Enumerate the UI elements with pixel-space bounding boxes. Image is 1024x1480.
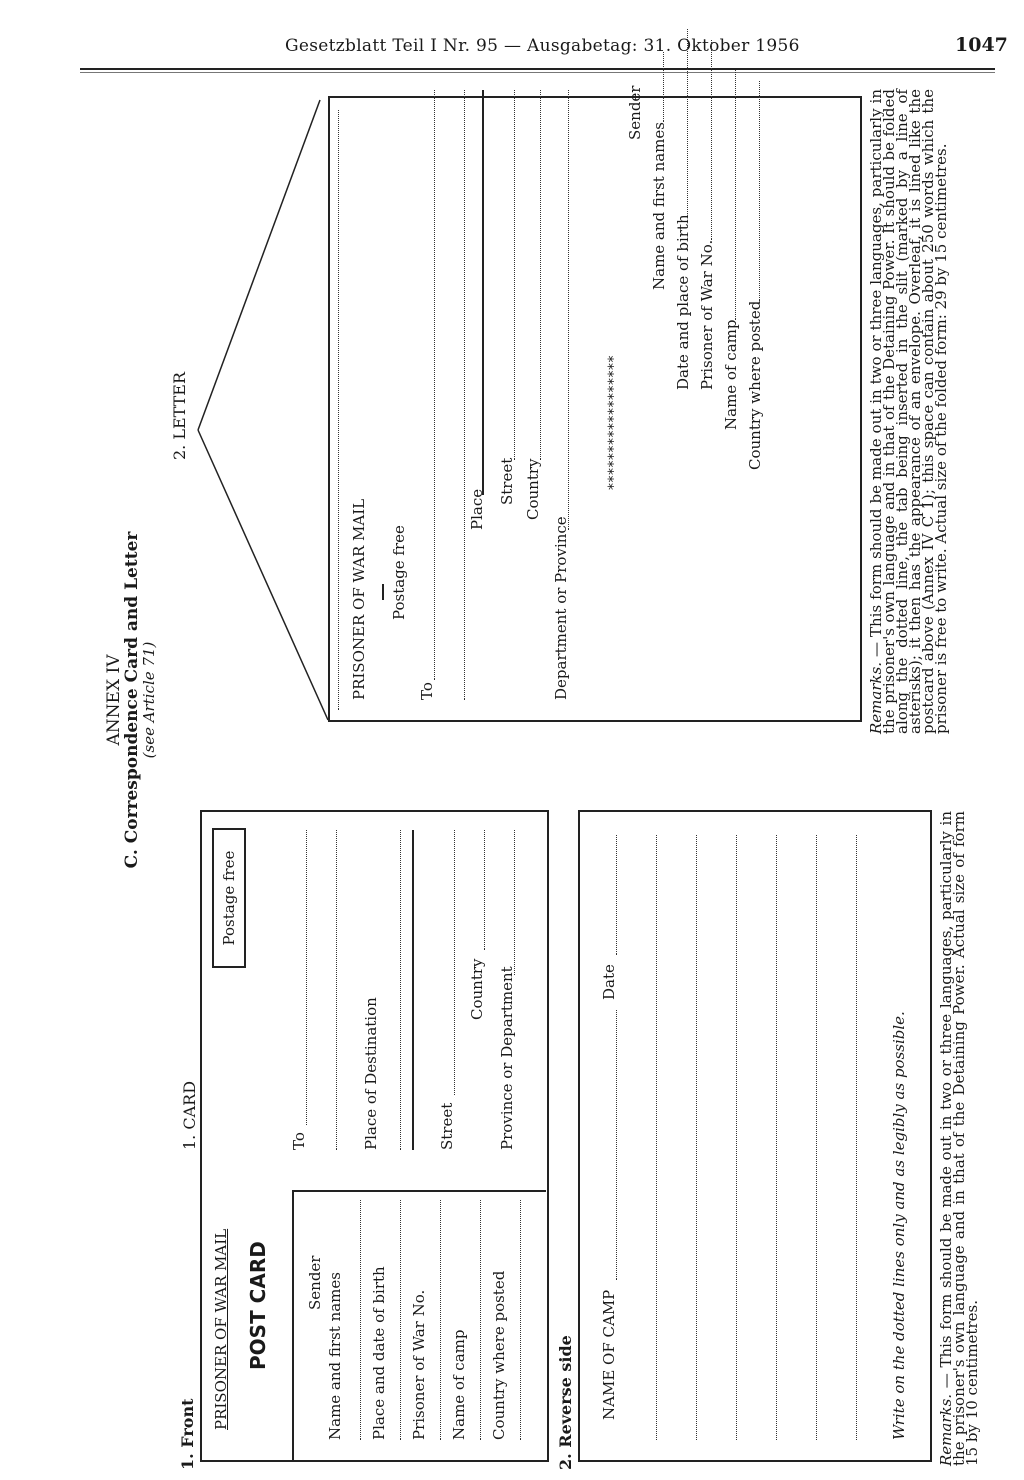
letter-asterisks: ****************** xyxy=(606,355,622,490)
postcard-reverse xyxy=(578,810,932,1462)
card-sender-heading: Sender xyxy=(306,1255,324,1310)
flap-edge-right xyxy=(198,100,320,430)
letter-mail-label: PRISONER OF WAR MAIL xyxy=(350,498,368,700)
annex-number: ANNEX IV xyxy=(104,654,124,746)
card-country: Country xyxy=(468,958,486,1020)
card-to-label: To xyxy=(290,1132,308,1150)
post-card-title: POST CARD xyxy=(246,1241,270,1370)
letter-heading: 2. LETTER xyxy=(170,371,189,460)
reverse-date: Date xyxy=(600,964,618,1000)
reverse-instruction: Write on the dotted lines only and as legibly as possible. xyxy=(890,1011,908,1440)
reverse-label: 2. Reverse side xyxy=(556,1335,575,1470)
letter-to-label: To xyxy=(418,682,436,700)
page-header xyxy=(0,30,1024,60)
reverse-line xyxy=(696,835,697,1440)
card-sender-field-camp: Name of camp xyxy=(450,1329,468,1440)
card-heading: 1. CARD xyxy=(180,1080,199,1150)
annex-reference: (see Article 71) xyxy=(140,641,158,759)
card-sender-field-country: Country where posted xyxy=(490,1270,508,1440)
letter-sender-pow: Prisoner of War No. xyxy=(698,40,716,390)
card-sender-field-name: Name and first names xyxy=(326,1272,344,1440)
card-sender-field-birth: Place and date of birth xyxy=(370,1266,388,1440)
letter-form xyxy=(328,96,862,722)
sender-block-top xyxy=(292,1192,294,1462)
card-place-of-destination: Place of Destination xyxy=(362,997,380,1150)
page-number: 1047 xyxy=(955,34,1008,56)
front-label: 1. Front xyxy=(178,1398,197,1470)
reverse-name-of-camp: NAME OF CAMP xyxy=(600,1289,618,1420)
letter-sender-camp: Name of camp xyxy=(722,70,740,430)
letter-street: Street xyxy=(498,457,516,505)
letter-country: Country xyxy=(524,458,542,520)
card-remarks: Remarks. — This form should be made out in two or three languages, particularly in the prisoner's own language and in that of the Detaining Power. Actual size of form 15 by 10 centimetres. xyxy=(937,811,981,1466)
reverse-line xyxy=(776,835,777,1440)
rotated-annex-page xyxy=(100,85,1000,1480)
front-mail-label: PRISONER OF WAR MAIL xyxy=(212,1228,230,1430)
letter-sender-birth: Date and place of birth xyxy=(674,29,692,390)
letter-sender-country: Country where posted xyxy=(746,81,764,470)
card-province: Province or Department xyxy=(498,966,516,1150)
postage-free-text: Postage free xyxy=(220,850,238,946)
letter-sender-name: Name and first names xyxy=(650,52,668,290)
reverse-line xyxy=(736,835,737,1440)
letter-envelope-flap xyxy=(190,90,340,740)
reverse-line xyxy=(816,835,817,1440)
header-rule-thin xyxy=(80,72,995,73)
card-sender-field-pow: Prisoner of War No. xyxy=(410,1289,428,1440)
letter-remarks: Remarks. — This form should be made out in two or three languages, particularly in the prisoner's own language and in that of the Detaining Power. It should be folded along the dotted line, the tab being inserted in the slit (marked by a line of asterisks); it then has the appearance of an envelope. Overleaf, it is lined like the postcard above (Annex IV C 1); this space can contain about 250 words which the prisoner is free to write. Actual size of the folded form: 29 by 15 centimetres. xyxy=(867,89,950,734)
sender-block-divider xyxy=(292,1190,546,1192)
letter-department: Department or Province xyxy=(552,516,570,700)
flap-edge-left xyxy=(198,430,328,720)
card-street: Street xyxy=(438,1102,456,1150)
header-rule xyxy=(80,68,995,70)
letter-sender-heading: Sender xyxy=(626,85,644,140)
header-title: Gesetzblatt Teil I Nr. 95 — Ausgabetag: 31. Oktober 1956 xyxy=(285,36,800,56)
reverse-line xyxy=(856,835,857,1440)
letter-postage: Postage free xyxy=(390,525,408,620)
reverse-line xyxy=(656,835,657,1440)
letter-fold-line xyxy=(338,110,339,710)
letter-place: Place xyxy=(468,488,486,530)
postage-free-stamp xyxy=(212,828,246,968)
annex-title: C. Correspondence Card and Letter xyxy=(122,531,142,869)
